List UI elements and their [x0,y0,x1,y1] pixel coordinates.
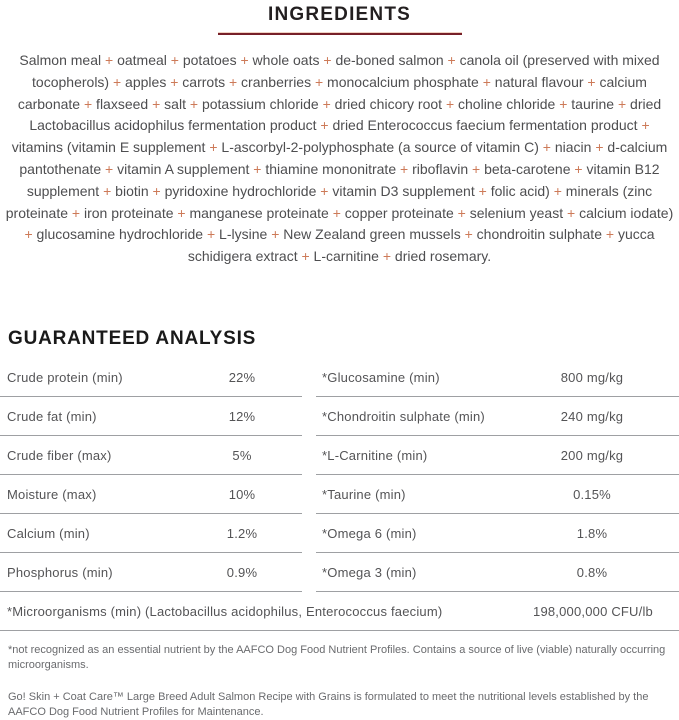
title-underline [218,32,462,35]
nutrient-value: 240 mg/kg [560,408,624,424]
table-row [0,514,679,553]
plus-separator: + [567,204,576,221]
analysis-cell-microorganisms [0,592,679,631]
plus-separator: + [170,73,179,90]
plus-separator: + [112,73,122,90]
footnote-aafco-statement: Go! Skin + Coat Care™ Large Breed Adult Salmon Recipe with Grains is formulated to meet the nutritional levels established by the AAFCO Dog Food Nutrient Profiles for Maintenance. [8,691,649,718]
guaranteed-analysis-table [0,358,679,631]
nutrient-value: 0.15% [573,486,611,502]
plus-separator: + [24,226,33,243]
plus-separator: + [170,52,179,68]
plus-separator: + [152,182,161,199]
column-gap [302,553,316,592]
plus-separator: + [482,73,491,90]
nutrient-label: *Taurine (min) [322,486,406,502]
analysis-cell-taurine [316,475,679,514]
nutrient-label: Moisture (max) [7,486,97,502]
plus-separator: + [177,204,186,221]
nutrient-value: 0.8% [576,564,608,580]
nutrient-value: 1.2% [226,525,258,541]
nutrient-label: *Glucosamine (min) [322,369,440,385]
nutrient-value: 800 mg/kg [560,369,624,385]
plus-separator: + [271,226,280,243]
nutrient-label: *Omega 3 (min) [322,564,417,580]
analysis-cell-omega-3 [316,553,679,592]
plus-separator: + [478,182,487,199]
plus-separator: + [587,73,596,90]
plus-separator: + [320,117,329,134]
nutrient-value: 10% [228,486,256,502]
plus-separator: + [320,182,329,199]
nutrient-label: *Omega 6 (min) [322,525,417,541]
plus-separator: + [595,139,604,156]
column-gap [302,397,316,436]
plus-separator: + [472,160,481,177]
nutrient-label: Crude fiber (max) [7,447,112,463]
column-gap [302,514,316,553]
plus-separator: + [559,95,568,112]
footnote-asterisk: *not recognized as an essential nutrient by the AAFCO Dog Food Nutrient Profiles. Contains a source of live (viable) naturally occurring microorganisms. [8,644,666,671]
plus-separator: + [105,160,114,177]
nutrient-label: *Microorganisms (min) (Lactobacillus acidophilus, Enterococcus faecium) [7,603,443,619]
ingredients-title: INGREDIENTS [267,4,412,25]
nutrient-value: 5% [232,447,252,463]
nutrient-value: 0.9% [226,564,258,580]
plus-separator: + [617,95,627,112]
plus-separator: + [447,52,456,68]
column-gap [302,358,316,397]
table-row [0,436,679,475]
nutrient-value: 22% [228,369,256,385]
nutrient-value: 200 mg/kg [560,447,624,463]
analysis-cell-crude-fiber [0,436,302,475]
plus-separator: + [105,52,114,68]
analysis-cell-calcium [0,514,302,553]
plus-separator: + [152,95,161,112]
plus-separator: + [322,95,331,112]
analysis-cell-l-carnitine [316,436,679,475]
table-row [0,553,679,592]
nutrient-label: Crude protein (min) [7,369,123,385]
nutrient-label: Calcium (min) [7,525,90,541]
plus-separator: + [206,226,216,243]
plus-separator: + [382,248,392,265]
plus-separator: + [323,52,332,68]
nutrient-label: Phosphorus (min) [7,564,113,580]
plus-separator: + [189,95,199,112]
analysis-cell-omega-6 [316,514,679,553]
plus-separator: + [400,160,409,177]
plus-separator: + [553,182,562,199]
plus-separator: + [228,73,238,90]
analysis-cell-crude-fat [0,397,302,436]
plus-separator: + [83,95,93,112]
plus-separator: + [240,52,249,68]
ingredients-text: Salmon meal + oatmeal + potatoes + whole oats + de-boned salmon + canola oil (preserved with mixed tocopherols) + apples + carrots + cranberries + monocalcium phosphate + natural flavour + calcium carbonate + flaxseed + salt + potassium chloride + dried chicory root + choline chloride + taurine + dried Lactobacillus acidophilus fermentation product + dried Enterococcus faecium fermentation product + vitamins (vitamin E supplement + L-ascorbyl-2-polyphosphate (a source of vitamin C) + niacin + d-calcium pantothenate + vitamin A supplement + thiamine mononitrate + riboflavin + beta-carotene + vitamin B12 supplement + biotin + pyridoxine hydrochloride + vitamin D3 supplement + folic acid) + minerals (zinc proteinate + iron proteinate + manganese proteinate + copper proteinate + selenium yeast + calcium iodate) + glucosamine hydrochloride + L-lysine + New Zealand green mussels + chondroitin sulphate + yucca schidigera extract + L-carnitine + dried rosemary. [5,52,674,265]
nutrient-value: 1.8% [576,525,608,541]
table-row [0,358,679,397]
guaranteed-analysis-section [0,328,679,720]
analysis-cell-crude-protein [0,358,302,397]
analysis-cell-phosphorus [0,553,302,592]
plus-separator: + [445,95,455,112]
nutrient-value: 12% [228,408,256,424]
plus-separator: + [574,160,583,177]
plus-separator: + [605,226,615,243]
analysis-cell-moisture [0,475,302,514]
plus-separator: + [542,139,551,156]
analysis-cell-chondroitin [316,397,679,436]
plus-separator: + [457,204,466,221]
nutrient-value: 198,000,000 CFU/lb [533,603,653,619]
plus-separator: + [253,160,262,177]
plus-separator: + [332,204,341,221]
nutrient-label: Crude fat (min) [7,408,97,424]
table-row [0,397,679,436]
plus-separator: + [301,248,310,265]
table-row [0,475,679,514]
nutrient-label: *L-Carnitine (min) [322,447,428,463]
plus-separator: + [641,117,650,134]
nutrient-label: *Chondroitin sulphate (min) [322,408,485,424]
plus-separator: + [314,73,324,90]
plus-separator: + [209,139,218,156]
column-gap [302,436,316,475]
plus-separator: + [71,204,81,221]
guaranteed-analysis-title: GUARANTEED ANALYSIS [8,328,257,349]
plus-separator: + [103,182,112,199]
analysis-cell-glucosamine [316,358,679,397]
plus-separator: + [464,226,473,243]
column-gap [302,475,316,514]
